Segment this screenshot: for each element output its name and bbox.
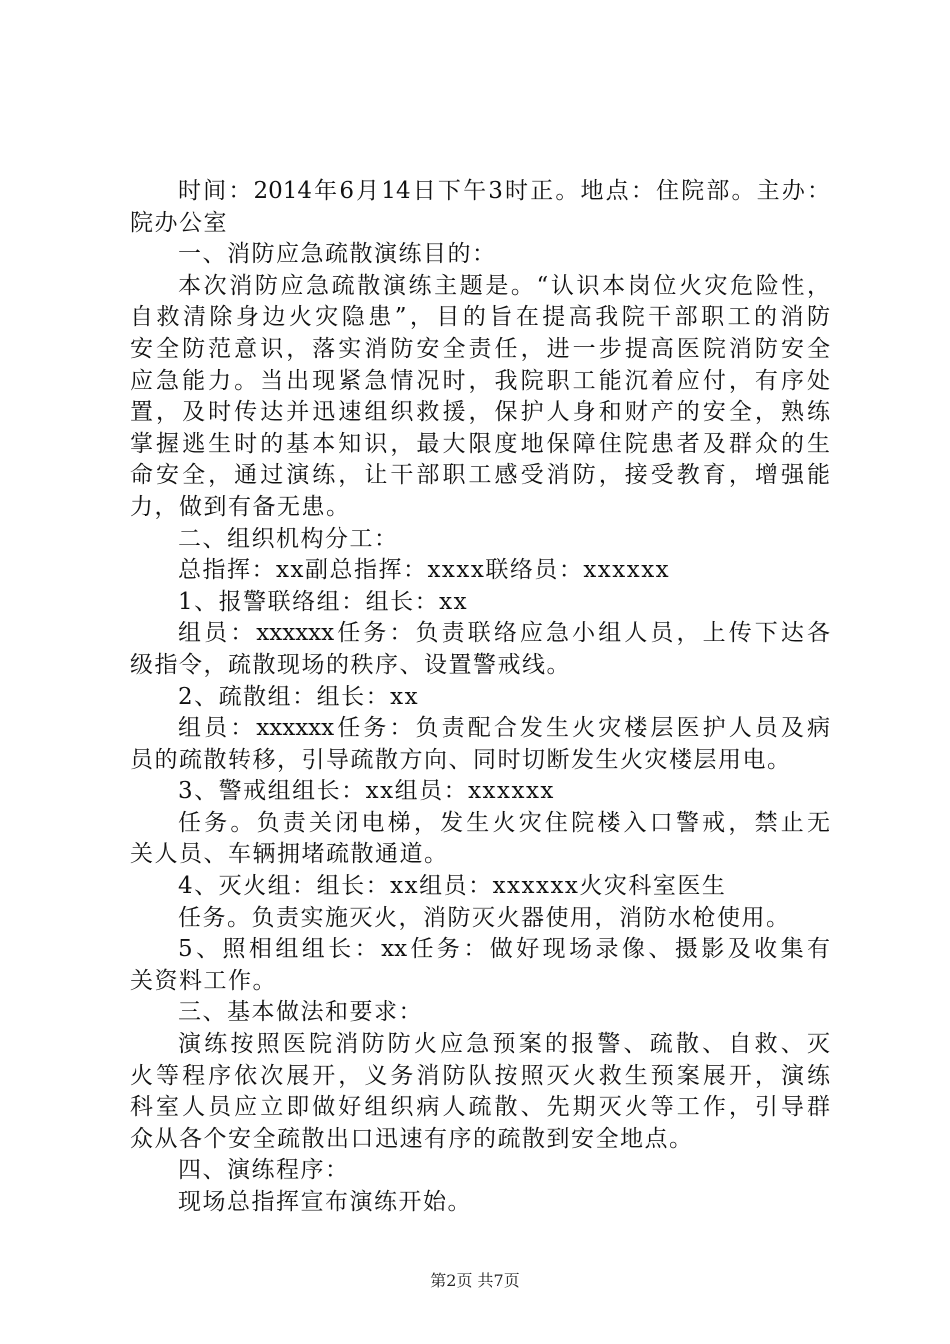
- text-line: 5、照相组组长：xx任务：做好现场录像、摄影及收集有: [178, 936, 830, 963]
- text-line: 力，做到有备无患。: [130, 493, 351, 520]
- page-footer: [0, 1268, 950, 1291]
- text-line: 关资料工作。: [130, 967, 277, 994]
- text-line: 级指令，疏散现场的秩序、设置警戒线。: [130, 651, 571, 678]
- text-line: 组员：xxxxxx任务：负责配合发生火灾楼层医护人员及病: [178, 715, 830, 742]
- text-line: 任务。负责实施灭火，消防灭火器使用，消防水枪使用。: [178, 904, 791, 931]
- text-line: 自救清除身边火灾隐患”，目的旨在提高我院干部职工的消防: [130, 304, 830, 331]
- text-line: 员的疏散转移，引导疏散方向、同时切断发生火灾楼层用电。: [130, 746, 792, 773]
- text-line: 院办公室: [130, 209, 228, 236]
- text-line: 总指挥：xx副总指挥：xxxx联络员：xxxxxx: [178, 557, 671, 584]
- text-line: 三、基本做法和要求：: [178, 999, 423, 1026]
- text-line: 本次消防应急疏散演练主题是。“认识本岗位火灾危险性，: [178, 272, 830, 299]
- text-line: 置，及时传达并迅速组织救援，保护人身和财产的安全，熟练: [130, 399, 830, 426]
- text-line: 任务。负责关闭电梯，发生火灾住院楼入口警戒，禁止无: [178, 809, 830, 836]
- text-line: 科室人员应立即做好组织病人疏散、先期灭火等工作，引导群: [130, 1094, 830, 1121]
- text-line: 安全防范意识，落实消防安全责任，进一步提高医院消防安全: [130, 335, 830, 362]
- text-line: 3、警戒组组长：xx组员：xxxxxx: [178, 778, 555, 805]
- text-line: 2、疏散组：组长：xx: [178, 683, 420, 710]
- text-line: 命安全，通过演练，让干部职工感受消防，接受教育，增强能: [130, 462, 830, 489]
- text-line: 火等程序依次展开，义务消防队按照灭火救生预案展开，演练: [130, 1062, 830, 1089]
- text-line: 一、消防应急疏散演练目的：: [178, 241, 497, 268]
- text-line: 现场总指挥宣布演练开始。: [178, 1189, 472, 1215]
- text-line: 四、演练程序：: [178, 1157, 350, 1184]
- text-line: 关人员、车辆拥堵疏散通道。: [130, 841, 449, 868]
- text-line: 组员：xxxxxx任务：负责联络应急小组人员，上传下达各: [178, 620, 830, 647]
- text-line: 时间：2014年6月14日下午3时正。地点：住院部。主办：: [178, 178, 830, 204]
- text-line: 二、组织机构分工：: [178, 525, 399, 552]
- text-line: 应急能力。当出现紧急情况时，我院职工能沉着应付，有序处: [130, 367, 830, 394]
- text-line: 演练按照医院消防防火应急预案的报警、疏散、自救、灭: [178, 1031, 830, 1058]
- text-line: 1、报警联络组：组长：xx: [178, 588, 469, 615]
- text-line: 众从各个安全疏散出口迅速有序的疏散到安全地点。: [130, 1125, 694, 1152]
- document-body: [130, 176, 830, 1219]
- text-line: 掌握逃生时的基本知识，最大限度地保障住院患者及群众的生: [130, 430, 830, 457]
- text-line: 4、灭火组：组长：xx组员：xxxxxx火灾科室医生: [178, 873, 727, 900]
- page-number-label: 第2页 共7页: [430, 1271, 520, 1290]
